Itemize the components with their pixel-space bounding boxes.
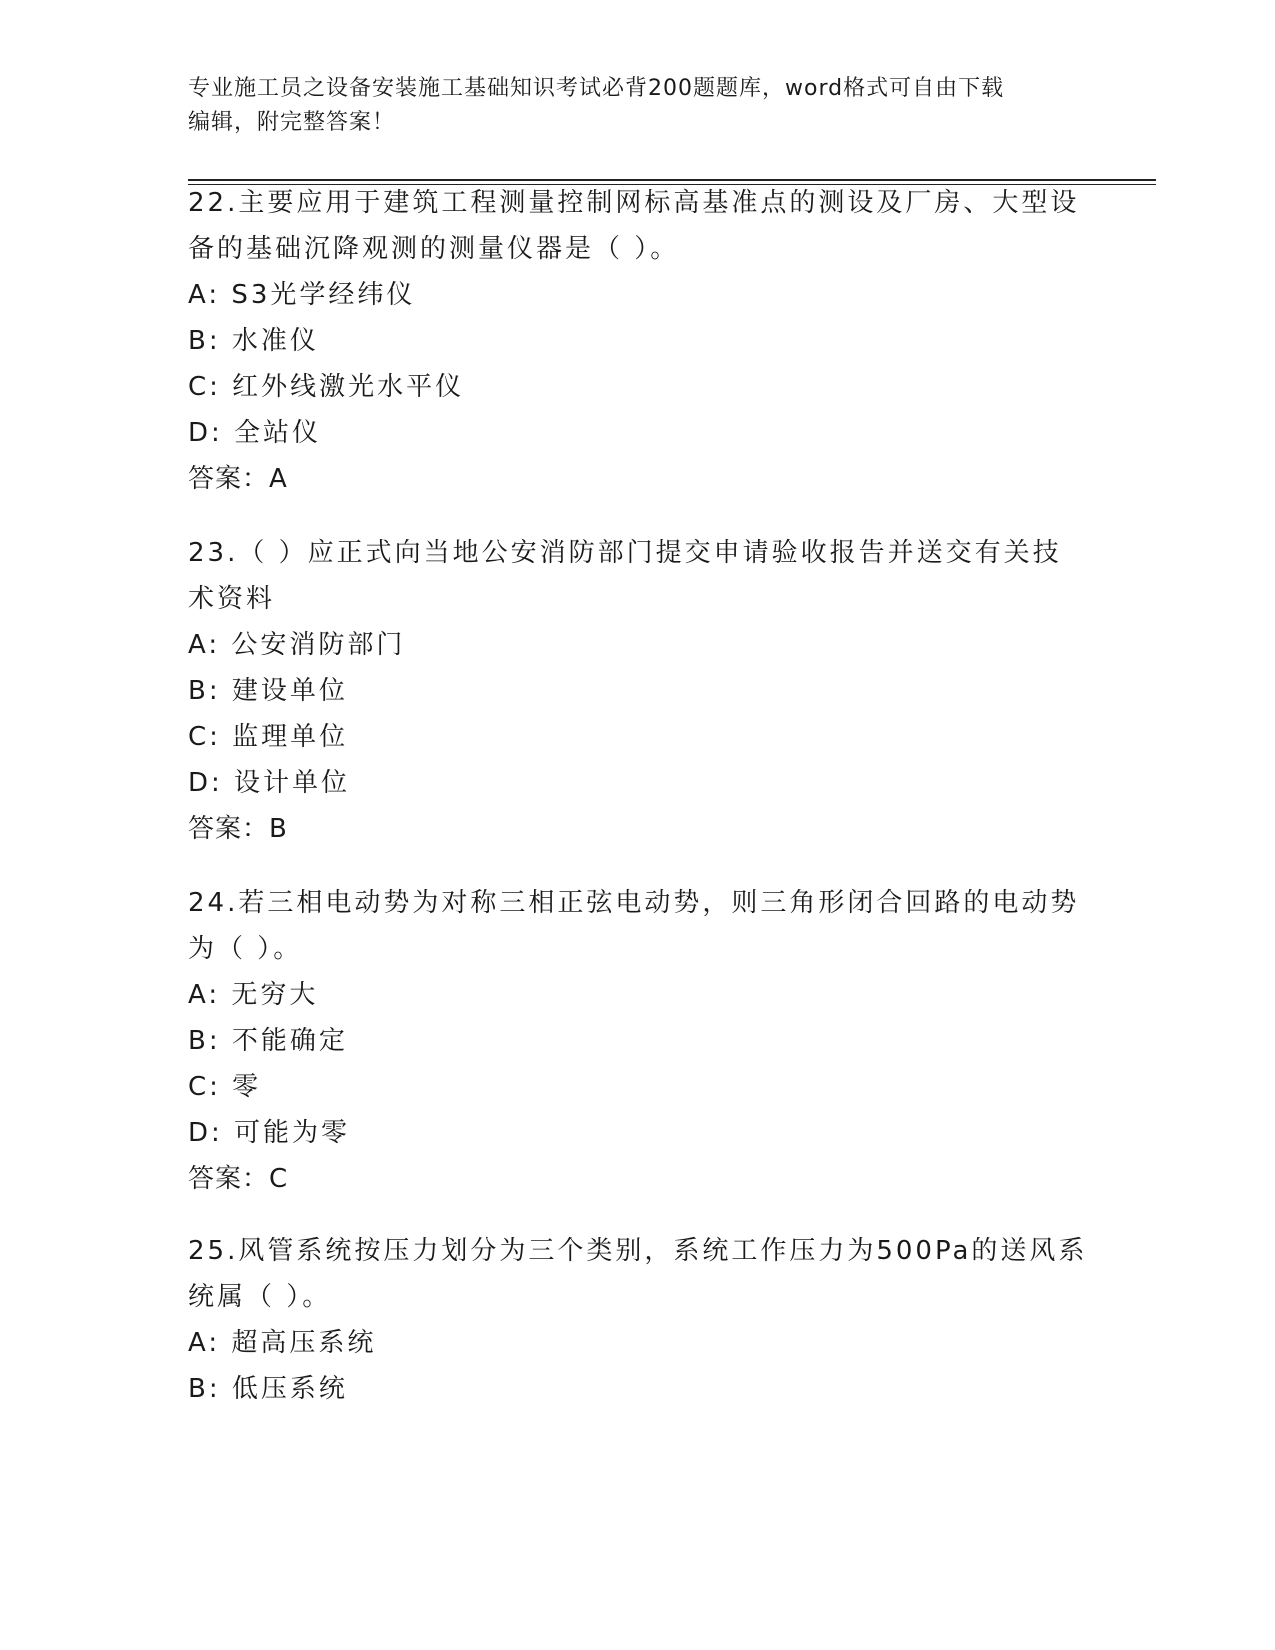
option-d: D: 设计单位 (188, 768, 351, 798)
option-c: C: 监理单位 (188, 722, 349, 752)
option-c: C: 红外线激光水平仪 (188, 372, 465, 402)
question-stem: 23.（ ）应正式向当地公安消防部门提交申请验收报告并送交有关技 (188, 538, 1062, 568)
answer: 答案：C (188, 1164, 289, 1194)
question-stem: 25.风管系统按压力划分为三个类别，系统工作压力为500Pa的送风系 (188, 1236, 1088, 1266)
option-b: B: 不能确定 (188, 1026, 348, 1056)
option-a: A: 无穷大 (188, 980, 319, 1010)
option-c: C: 零 (188, 1072, 262, 1102)
option-b: B: 低压系统 (188, 1374, 348, 1404)
option-a: A: 超高压系统 (188, 1328, 377, 1358)
question-stem: 为（ ）。 (188, 934, 303, 964)
question-stem: 术资料 (188, 584, 276, 614)
question-22 (188, 180, 1088, 502)
option-a: A: 公安消防部门 (188, 630, 406, 660)
option-d: D: 全站仪 (188, 418, 322, 448)
answer: 答案：A (188, 464, 288, 494)
option-a: A: S3光学经纬仪 (188, 280, 416, 310)
question-stem: 24.若三相电动势为对称三相正弦电动势，则三角形闭合回路的电动势 (188, 888, 1080, 918)
question-23 (188, 530, 1088, 852)
header-line-1: 专业施工员之设备安装施工基础知识考试必背200题题库，word格式可自由下载 (188, 76, 1005, 101)
option-b: B: 水准仪 (188, 326, 319, 356)
question-stem: 22.主要应用于建筑工程测量控制网标高基准点的测设及厂房、大型设 (188, 188, 1080, 218)
question-stem: 备的基础沉降观测的测量仪器是（ ）。 (188, 234, 680, 264)
question-25 (188, 1228, 1088, 1412)
option-b: B: 建设单位 (188, 676, 348, 706)
option-d: D: 可能为零 (188, 1118, 351, 1148)
header-line-2: 编辑，附完整答案！ (188, 110, 396, 135)
question-stem: 统属（ ）。 (188, 1282, 332, 1312)
page-header (188, 72, 1088, 140)
answer: 答案：B (188, 814, 288, 844)
question-24 (188, 880, 1088, 1202)
